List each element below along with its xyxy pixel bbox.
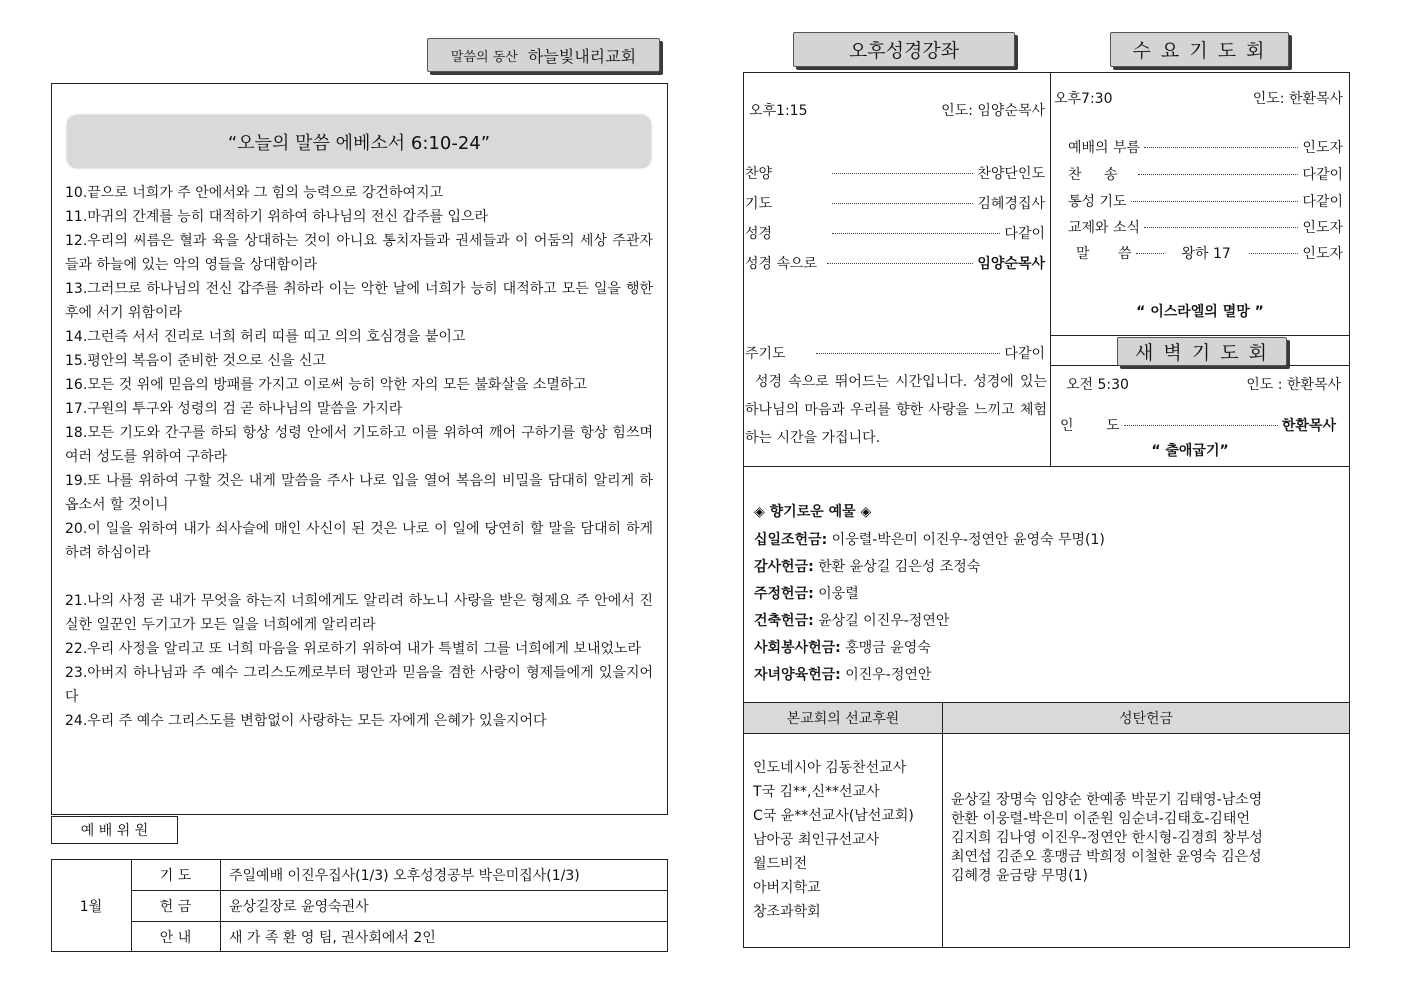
- verse: 24.우리 주 예수 그리스도를 변함없이 사랑하는 모든 자에게 은혜가 있을지어다: [65, 713, 547, 729]
- verse: 21.나의 사정 곧 내가 무엇을 하는지 너희에게도 알리려 하노니 사랑을 받은 형제요 주 안에서 진실한 일꾼인 두기고가 모든 일을 너희에게 알리리라: [65, 593, 653, 633]
- verse: 13.그러므로 하나님의 전신 갑주를 취하라 이는 악한 날에 너희가 능히 대적하고 모든 일을 행한 후에 서기 위함이라: [65, 281, 653, 321]
- order-item-word: 말 씀 왕하 17 인도자: [1076, 246, 1343, 262]
- order-item: 인 도 한환목사: [1060, 418, 1336, 434]
- committee-month: 1월: [79, 898, 103, 915]
- order-item: 교제와 소식 인도자: [1068, 220, 1343, 236]
- committee-value: 새 가 족 환 영 팀, 권사회에서 2인: [229, 929, 436, 946]
- christmas-header: 성탄헌금: [943, 703, 1349, 733]
- church-name: 하늘빛내리교회: [527, 46, 637, 66]
- wednesday-leader: 인도: 한환목사: [1252, 91, 1343, 107]
- list-item: 창조과학회: [753, 904, 821, 920]
- dawn-leader: 인도 : 한환목사: [1246, 377, 1341, 393]
- verse: 17.구원의 투구와 성령의 검 곧 하나님의 말씀을 가지라: [65, 401, 403, 417]
- sermon-title: “오늘의 말씀 에베소서 6:10-24”: [227, 132, 491, 154]
- order-item: 예배의 부름 인도자: [1068, 140, 1343, 156]
- dawn-sermon-title: “ 출애굽기”: [1151, 443, 1229, 459]
- verse: 16.모든 것 위에 믿음의 방패를 가지고 이로써 능히 악한 자의 모든 불화살을 소멸하고: [65, 377, 587, 393]
- list-item: 남아공 최인규선교사: [753, 832, 880, 848]
- sermon-title-bar: [67, 115, 651, 168]
- wednesday-sermon-title: “ 이스라엘의 멸망 ”: [1136, 304, 1264, 320]
- afternoon-time: 오후1:15: [749, 103, 808, 119]
- verse: 23.아버지 하나님과 주 예수 그리스도께로부터 평안과 믿음을 겸한 사랑이 형제들에게 있을지어다: [65, 665, 653, 705]
- order-item: 성경 다같이: [745, 226, 1045, 242]
- verse: 18.모든 기도와 간구를 하되 항상 성령 안에서 기도하고 이를 위하여 깨어 구하기를 항상 힘쓰며 여러 성도를 위하여 구하라: [65, 425, 653, 465]
- order-item: 통성 기도 다같이: [1068, 194, 1343, 210]
- verse: 12.우리의 씨름은 혈과 육을 상대하는 것이 아니요 통치자들과 권세들과 이 어둠의 세상 주관자들과 하늘에 있는 악의 영들을 상대함이라: [65, 233, 653, 273]
- verse: 22.우리 사정을 알리고 또 너희 마음을 위로하기 위하여 내가 특별히 그를 너희에게 보내었노라: [65, 641, 642, 657]
- dawn-time-row: [1066, 374, 1341, 394]
- offerings-heading: ◈ 향기로운 예물 ◈: [754, 504, 872, 520]
- offering-line: 주정헌금: 이웅렬: [754, 586, 859, 602]
- list-item: 최연섭 김준오 홍맹금 박희정 이철한 윤영숙 김은성: [951, 849, 1262, 865]
- list-item: 아버지학교: [753, 880, 821, 896]
- committee-role: 안 내: [159, 929, 192, 946]
- scripture-text: [65, 181, 653, 733]
- offering-line: 자녀양육헌금: 이진우-정연안: [754, 667, 932, 683]
- verse: 15.평안의 복음이 준비한 것으로 신을 신고: [65, 353, 326, 369]
- verse: 14.그런즉 서서 진리로 너희 허리 띠를 띠고 의의 호심경을 붙이고: [65, 329, 466, 345]
- offering-line: 감사헌금: 한환 윤상길 김은성 조정숙: [754, 559, 981, 575]
- order-item: 찬양 찬양단인도: [745, 166, 1045, 182]
- church-motto: 말씀의 동산: [450, 49, 518, 65]
- verse: 11.마귀의 간계를 능히 대적하기 위하여 하나님의 전신 갑주를 입으라: [65, 209, 489, 225]
- list-item: 김혜경 윤금량 무명(1): [951, 868, 1088, 884]
- offering-line: 건축헌금: 윤상길 이진우-정연안: [754, 613, 950, 629]
- afternoon-leader: 인도: 임양순목사: [941, 103, 1045, 119]
- dawn-title-badge: 새 벽 기 도 회: [1117, 337, 1287, 366]
- verse: 19.또 나를 위하여 구할 것은 내게 말씀을 주사 나로 입을 열어 복음의 비밀을 담대히 알리게 하옵소서 할 것이니: [65, 473, 653, 513]
- wednesday-time-row: [1054, 88, 1343, 108]
- afternoon-description: 성경 속으로 뛰어드는 시간입니다. 성경에 있는 하나님의 마음과 우리를 향한 사랑을 느끼고 체험하는 시간을 가집니다.: [745, 374, 1047, 446]
- afternoon-time-row: [749, 100, 1045, 120]
- list-item: 김지희 김나영 이진우-정연안 한시형-김경희 창부성: [951, 830, 1263, 846]
- order-item: 찬 송 다같이: [1068, 167, 1343, 183]
- offering-line: 십일조헌금: 이웅렬-박은미 이진우-정연안 윤영숙 무명(1): [754, 532, 1105, 548]
- list-item: 윤상길 장명숙 임양순 한예종 박문기 김태영-남소영: [951, 792, 1263, 808]
- missions-header: 본교회의 선교후원: [744, 703, 942, 733]
- list-item: T국 김**,신**선교사: [753, 784, 880, 800]
- committee-label-box: [51, 816, 178, 844]
- committee-value: 윤상길장로 윤영숙권사: [229, 898, 369, 915]
- afternoon-title-badge: 오후성경강좌: [793, 32, 1015, 67]
- list-item: C국 윤**선교사(남선교회): [753, 808, 914, 824]
- committee-value: 주일예배 이진우집사(1/3) 오후성경공부 박은미집사(1/3): [229, 867, 580, 884]
- verse: 20.이 일을 위하여 내가 쇠사슬에 매인 사신이 된 것은 나로 이 일에 당연히 할 말을 담대히 하게 하려 하심이라: [65, 521, 653, 561]
- dawn-time: 오전 5:30: [1066, 377, 1129, 393]
- committee-role: 헌 금: [159, 898, 192, 915]
- list-item: 월드비전: [753, 856, 808, 872]
- wednesday-title-badge: 수 요 기 도 회: [1110, 32, 1289, 67]
- order-item: 기도 김혜경집사: [745, 196, 1045, 212]
- list-item: 인도네시아 김동찬선교사: [753, 760, 907, 776]
- verse: 10.끝으로 너희가 주 안에서와 그 힘의 능력으로 강건하여지고: [65, 185, 443, 201]
- committee-label: 예 배 위 원: [80, 823, 149, 839]
- church-name-badge: [427, 38, 660, 72]
- missions-list: [753, 756, 938, 924]
- wednesday-time: 오후7:30: [1054, 91, 1113, 107]
- offering-line: 사회봉사헌금: 홍맹금 윤영숙: [754, 640, 931, 656]
- christmas-list: [951, 791, 1343, 886]
- offerings-section: [754, 499, 1334, 689]
- order-item: 주기도 다같이: [745, 346, 1045, 362]
- list-item: 한환 이웅렬-박은미 이준원 임순녀-김태호-김태언: [951, 811, 1250, 827]
- order-item: 성경 속으로 임양순목사: [745, 256, 1045, 272]
- committee-role: 기 도: [159, 867, 192, 884]
